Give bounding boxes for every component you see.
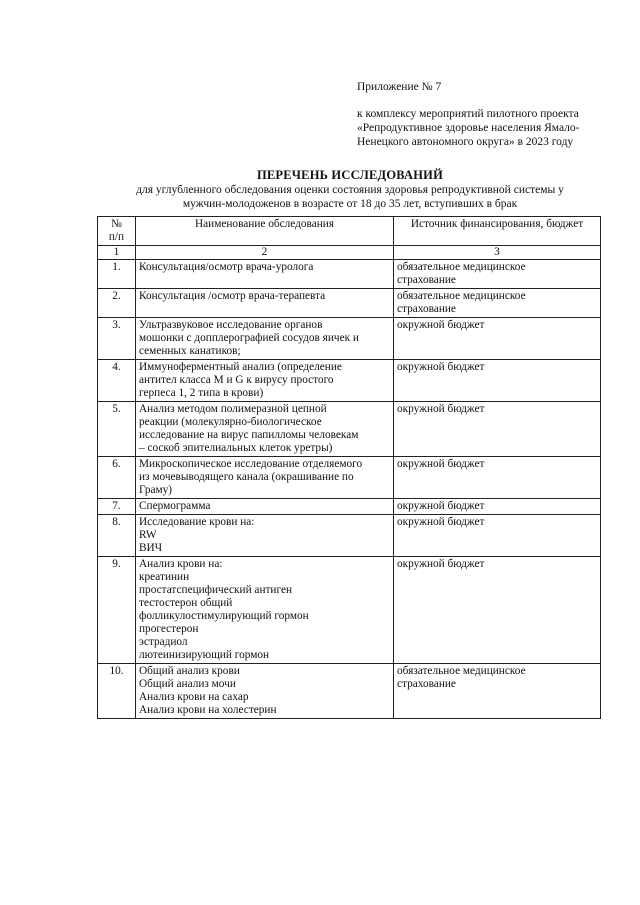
appendix-line: к комплексу мероприятий пилотного проекта (357, 108, 579, 120)
table-body (98, 260, 601, 719)
row-number: 6. (98, 457, 136, 499)
study-name-line: Анализ крови на сахар (139, 691, 249, 703)
study-name-line: семенных канатиков; (139, 345, 241, 357)
table-row (98, 457, 601, 499)
study-name-line: исследование на вирус папилломы человекам (139, 429, 359, 441)
funding-source-line: окружной бюджет (397, 319, 485, 331)
header-number-line: п/п (108, 231, 125, 243)
study-name-line: реакции (молекулярно-биологическое (139, 416, 322, 428)
study-name-line: фолликулостимулирующий гормон (139, 610, 309, 622)
column-index: 2 (136, 246, 394, 260)
row-number: 3. (98, 318, 136, 360)
study-name-line: Иммуноферментный анализ (определение (139, 361, 342, 373)
study-name-line: Спермограмма (139, 500, 211, 512)
row-number: 1. (98, 260, 136, 289)
study-name-line: Исследование крови на: (139, 516, 255, 528)
header-number (98, 217, 136, 246)
funding-source-line: обязательное медицинское (397, 665, 526, 677)
document-title: ПЕРЕЧЕНЬ ИССЛЕДОВАНИЙ (256, 168, 444, 182)
table-row (98, 260, 601, 289)
funding-source (394, 515, 601, 557)
funding-source (394, 260, 601, 289)
study-name-line: Консультация /осмотр врача-терапевта (139, 290, 326, 302)
study-name-line: антител класса M и G к вирусу простого (139, 374, 334, 386)
study-name-line: креатинин (139, 571, 190, 583)
study-name-line: эстрадиол (139, 636, 188, 648)
row-number: 9. (98, 557, 136, 664)
studies-table (97, 216, 601, 719)
study-name-line: из мочевыводящего канала (окрашивание по (139, 471, 354, 483)
appendix-line: Ненецкого автономного округа» в 2023 году (357, 136, 574, 148)
row-number: 5. (98, 402, 136, 457)
header-number-line: № (111, 218, 122, 230)
study-name-line: тестостерон общий (139, 597, 233, 609)
table-row (98, 289, 601, 318)
table-row (98, 515, 601, 557)
funding-source-line: страхование (397, 274, 456, 286)
study-name-line: Общий анализ крови (139, 665, 240, 677)
study-name-line: прогестерон (139, 623, 199, 635)
table-row (98, 360, 601, 402)
study-name-line: герпеса 1, 2 типа в крови) (139, 387, 264, 399)
study-name (136, 457, 394, 499)
funding-source-line: страхование (397, 678, 456, 690)
table-row (98, 664, 601, 719)
document-heading (95, 168, 605, 211)
funding-source (394, 289, 601, 318)
table-row (98, 402, 601, 457)
study-name-line: простатспецифический антиген (139, 584, 293, 596)
row-number: 4. (98, 360, 136, 402)
funding-source-line: страхование (397, 303, 456, 315)
header-name: Наименование обследования (136, 217, 394, 246)
study-name (136, 289, 394, 318)
funding-source-line: обязательное медицинское (397, 290, 526, 302)
study-name-line: Анализ крови на холестерин (139, 704, 277, 716)
header-source: Источник финансирования, бюджет (394, 217, 601, 246)
funding-source-line: окружной бюджет (397, 516, 485, 528)
column-index: 1 (98, 246, 136, 260)
row-number: 2. (98, 289, 136, 318)
study-name (136, 499, 394, 515)
study-name (136, 515, 394, 557)
study-name-line: лютеинизирующий гормон (139, 649, 270, 661)
study-name (136, 260, 394, 289)
appendix-line: «Репродуктивное здоровье населения Ямало- (357, 122, 580, 134)
funding-source (394, 664, 601, 719)
row-number: 8. (98, 515, 136, 557)
funding-source-line: обязательное медицинское (397, 261, 526, 273)
funding-source-line: окружной бюджет (397, 558, 485, 570)
funding-source (394, 402, 601, 457)
study-name-line: Ультразвуковое исследование органов (139, 319, 323, 331)
document-subtitle-line: для углубленного обследования оценки состояния здоровья репродуктивной системы у (136, 184, 564, 196)
funding-source (394, 457, 601, 499)
study-name-line: Микроскопическое исследование отделяемого (139, 458, 363, 470)
column-index-row (98, 246, 601, 260)
funding-source (394, 360, 601, 402)
table-header-row (98, 217, 601, 246)
study-name-line: Общий анализ мочи (139, 678, 236, 690)
table-row (98, 557, 601, 664)
funding-source-line: окружной бюджет (397, 500, 485, 512)
study-name (136, 318, 394, 360)
row-number: 7. (98, 499, 136, 515)
study-name-line: Анализ методом полимеразной цепной (139, 403, 327, 415)
study-name-line: Граму) (139, 484, 173, 496)
funding-source (394, 318, 601, 360)
document-subtitle-line: мужчин-молодоженов в возрасте от 18 до 35 лет, вступивших в брак (182, 198, 518, 210)
study-name-line: мошонки с допплерографией сосудов яичек и (139, 332, 359, 344)
study-name-line: Консультация/осмотр врача-уролога (139, 261, 314, 273)
study-name (136, 402, 394, 457)
study-name-line: ВИЧ (139, 542, 163, 554)
study-name-line: Анализ крови на: (139, 558, 223, 570)
study-name (136, 664, 394, 719)
funding-source (394, 557, 601, 664)
study-name-line: – соскоб эпителиальных клеток уретры) (139, 442, 333, 454)
column-index: 3 (394, 246, 601, 260)
appendix-title: Приложение № 7 (357, 81, 442, 93)
table-row (98, 499, 601, 515)
funding-source-line: окружной бюджет (397, 403, 485, 415)
table-row (98, 318, 601, 360)
row-number: 10. (98, 664, 136, 719)
study-name (136, 557, 394, 664)
funding-source-line: окружной бюджет (397, 458, 485, 470)
appendix-block (357, 80, 627, 149)
study-name-line: RW (139, 529, 157, 541)
funding-source-line: окружной бюджет (397, 361, 485, 373)
study-name (136, 360, 394, 402)
funding-source (394, 499, 601, 515)
